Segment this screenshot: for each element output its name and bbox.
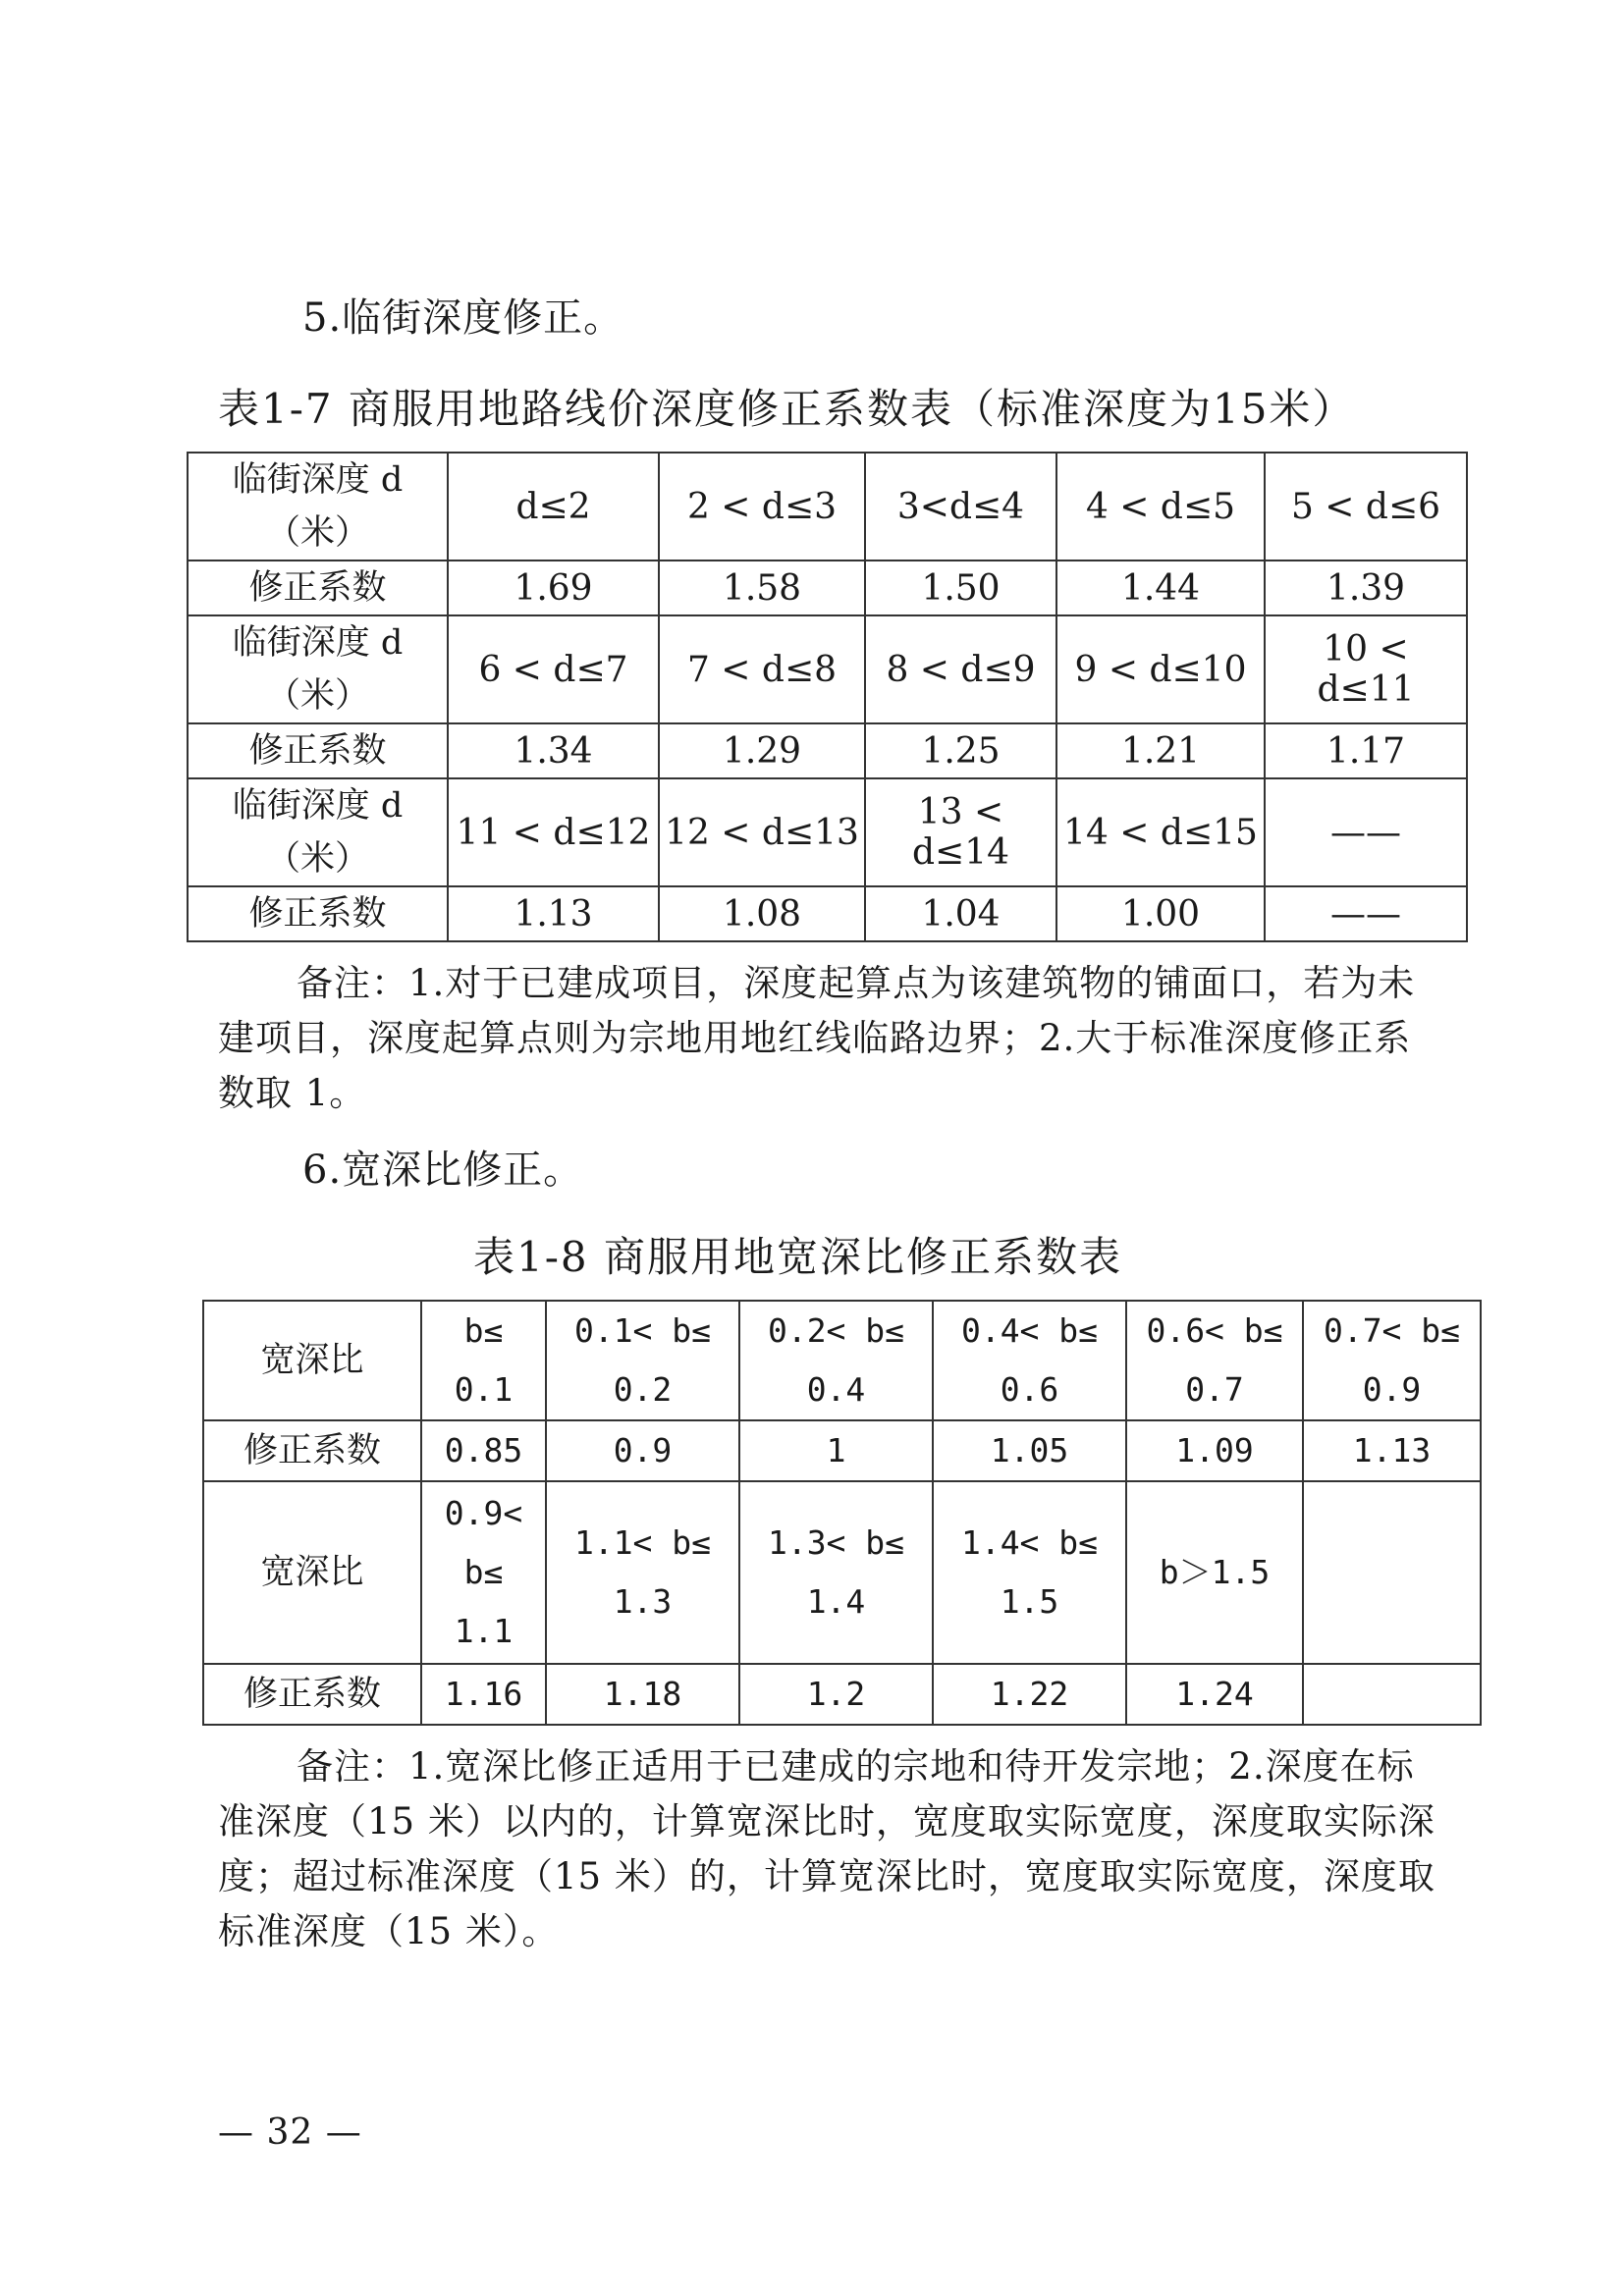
- ratio-label: 宽深比: [203, 1481, 421, 1664]
- section-5-heading: 5.临街深度修正。: [302, 295, 624, 341]
- coef-label: 修正系数: [203, 1664, 421, 1725]
- coef-value: 0.9: [546, 1420, 739, 1481]
- coef-value: 1.09: [1126, 1420, 1303, 1481]
- coef-value: 1.29: [659, 723, 865, 778]
- table-1-8-caption: 表1-8 商服用地宽深比修正系数表: [473, 1233, 1122, 1281]
- ratio-range: b＞1.5: [1126, 1481, 1303, 1664]
- depth-range: 13 < d≤14: [865, 778, 1056, 886]
- ratio-range: 0.2< b≤ 0.4: [739, 1301, 933, 1420]
- depth-label: 临街深度 d（米）: [188, 453, 448, 561]
- ratio-range: 0.7< b≤ 0.9: [1303, 1301, 1481, 1420]
- coef-value: 1.25: [865, 723, 1056, 778]
- table-1-7-note: 备注：1.对于已建成项目，深度起算点为该建筑物的铺面口，若为未建项目，深度起算点则为宗地用地红线临路边界；2.大于标准深度修正系数取 1。: [218, 962, 1416, 1114]
- coef-label: 修正系数: [203, 1420, 421, 1481]
- coef-value: 1.69: [448, 561, 659, 615]
- coef-value: [1303, 1664, 1481, 1725]
- depth-range: 11 < d≤12: [448, 778, 659, 886]
- depth-range: 4 < d≤5: [1056, 453, 1265, 561]
- coef-value: 1.13: [448, 886, 659, 941]
- depth-label: 临街深度 d（米）: [188, 778, 448, 886]
- ratio-range: b≤ 0.1: [421, 1301, 546, 1420]
- page-number: — 32 —: [218, 2112, 362, 2153]
- table-row: [203, 1481, 1481, 1664]
- ratio-range: 1.1< b≤ 1.3: [546, 1481, 739, 1664]
- depth-range: 8 < d≤9: [865, 615, 1056, 723]
- depth-range: ——: [1265, 778, 1467, 886]
- coef-value: 1.21: [1056, 723, 1265, 778]
- table-row: [203, 1664, 1481, 1725]
- depth-range: 7 < d≤8: [659, 615, 865, 723]
- ratio-range: 0.4< b≤ 0.6: [933, 1301, 1126, 1420]
- coef-value: 0.85: [421, 1420, 546, 1481]
- table-row: [188, 886, 1467, 941]
- coef-label: 修正系数: [188, 723, 448, 778]
- coef-value: 1.2: [739, 1664, 933, 1725]
- ratio-range: 0.6< b≤ 0.7: [1126, 1301, 1303, 1420]
- coef-label: 修正系数: [188, 886, 448, 941]
- coef-value: 1.58: [659, 561, 865, 615]
- coef-value: 1.50: [865, 561, 1056, 615]
- ratio-range: 1.4< b≤ 1.5: [933, 1481, 1126, 1664]
- depth-range: d≤2: [448, 453, 659, 561]
- coef-value: 1.22: [933, 1664, 1126, 1725]
- coef-value: 1.34: [448, 723, 659, 778]
- section-6-heading: 6.宽深比修正。: [302, 1148, 584, 1193]
- coef-value: ——: [1265, 886, 1467, 941]
- coef-value: 1.18: [546, 1664, 739, 1725]
- coef-value: 1.39: [1265, 561, 1467, 615]
- coef-value: 1.08: [659, 886, 865, 941]
- table-1-7-caption: 表1-7 商服用地路线价深度修正系数表（标准深度为15米）: [218, 385, 1356, 433]
- coef-value: 1.04: [865, 886, 1056, 941]
- width-depth-ratio-table: [202, 1300, 1482, 1726]
- coef-value: 1.16: [421, 1664, 546, 1725]
- table-row: [188, 453, 1467, 561]
- table-row: [203, 1420, 1481, 1481]
- table-row: [188, 778, 1467, 886]
- depth-range: 2 < d≤3: [659, 453, 865, 561]
- ratio-range: 0.1< b≤ 0.2: [546, 1301, 739, 1420]
- table-1-8-note: 备注：1.宽深比修正适用于已建成的宗地和待开发宗地；2.深度在标准深度（15 米）以内的，计算宽深比时，宽度取实际宽度，深度取实际深度；超过标准深度（15 米）的，计算宽深比时，宽度取实际宽度，深度取标准深度（15 米）。: [218, 1745, 1435, 1952]
- depth-range: 10 < d≤11: [1265, 615, 1467, 723]
- table-row: [188, 723, 1467, 778]
- coef-label: 修正系数: [188, 561, 448, 615]
- coef-value: 1.00: [1056, 886, 1265, 941]
- coef-value: 1.44: [1056, 561, 1265, 615]
- ratio-range: 0.9< b≤ 1.1: [421, 1481, 546, 1664]
- depth-range: 12 < d≤13: [659, 778, 865, 886]
- table-row: [188, 561, 1467, 615]
- depth-range: 6 < d≤7: [448, 615, 659, 723]
- coef-value: 1.24: [1126, 1664, 1303, 1725]
- coef-value: 1.05: [933, 1420, 1126, 1481]
- coef-value: 1: [739, 1420, 933, 1481]
- table-row: [188, 615, 1467, 723]
- depth-range: 5 < d≤6: [1265, 453, 1467, 561]
- depth-range: 9 < d≤10: [1056, 615, 1265, 723]
- depth-range: 14 < d≤15: [1056, 778, 1265, 886]
- depth-range: 3<d≤4: [865, 453, 1056, 561]
- ratio-label: 宽深比: [203, 1301, 421, 1420]
- ratio-range: 1.3< b≤ 1.4: [739, 1481, 933, 1664]
- ratio-range: [1303, 1481, 1481, 1664]
- table-row: [203, 1301, 1481, 1420]
- coef-value: 1.17: [1265, 723, 1467, 778]
- depth-correction-table: [187, 452, 1468, 942]
- coef-value: 1.13: [1303, 1420, 1481, 1481]
- depth-label: 临街深度 d（米）: [188, 615, 448, 723]
